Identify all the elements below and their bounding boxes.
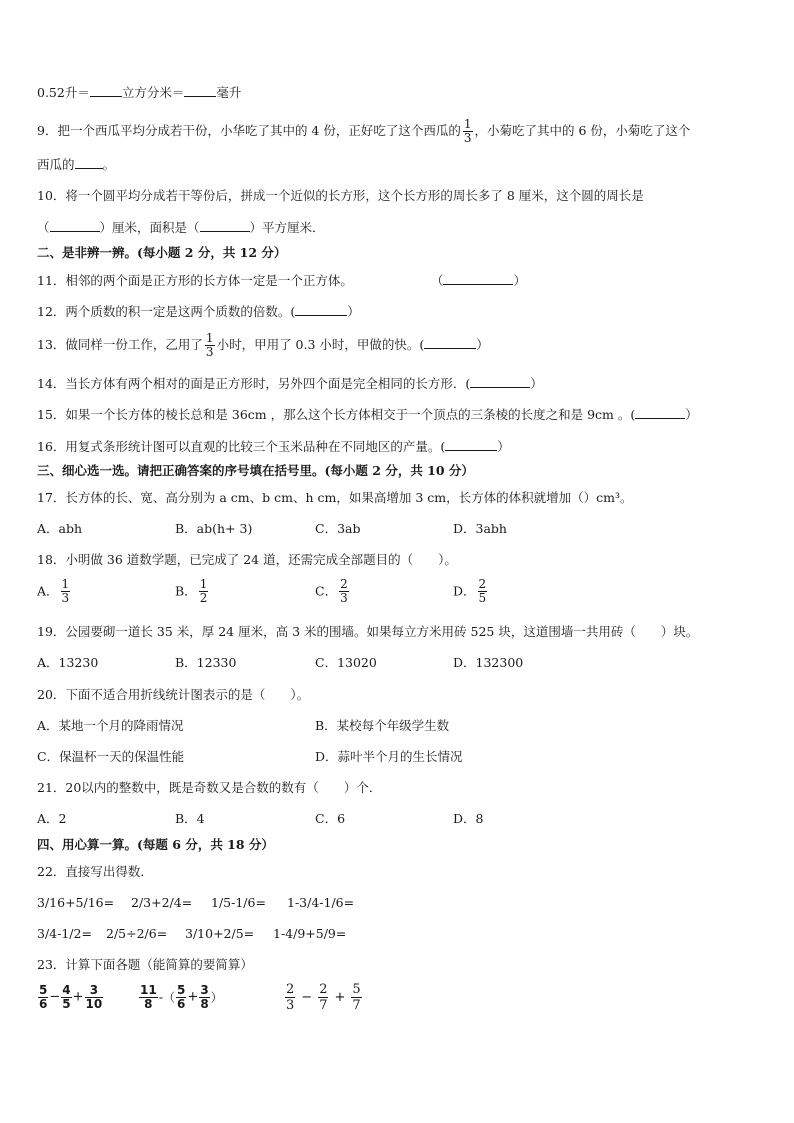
q20-option-b[interactable]: B．某校每个年级学生数: [315, 718, 450, 733]
question-21: 21．20以内的整数中，既是奇数又是合数的数有（ ）个．: [37, 780, 382, 795]
question-22: 22．直接写出得数．: [37, 864, 153, 879]
q8-text-a: 0.52升＝: [37, 85, 90, 100]
question-17: 17．长方体的长、宽、高分别为 a cm、b cm、h cm，如果高增加 3 cm，长方体的体积就增加（）cm³。: [37, 490, 633, 505]
question-9-line-2: [37, 156, 115, 173]
q9-text-c: 西瓜的: [37, 157, 75, 172]
question-10-line-2: （ ）厘米，面积是（ ）平方厘米．: [37, 220, 325, 235]
question-8-tail: [37, 84, 241, 101]
q21-option-b[interactable]: B．4: [175, 811, 205, 826]
q20-option-d[interactable]: D．蒜叶半个月的生长情况: [315, 749, 463, 764]
q18-option-d[interactable]: D． $\frac{2}{5}$: [453, 577, 487, 605]
question-23: 23．计算下面各题（能简算的要简算）: [37, 957, 253, 972]
q13-answer-blank[interactable]: [424, 336, 476, 349]
q20-option-a[interactable]: A．某地一个月的降雨情况: [37, 718, 184, 733]
q16-answer-blank[interactable]: [445, 438, 497, 451]
q9-text-b: ，小菊吃了其中的 6 份，小菊吃了这个: [474, 123, 691, 138]
q22-item-5: 3/4-1/2=: [37, 926, 92, 941]
q18-option-a[interactable]: A． $\frac{1}{3}$: [37, 577, 70, 605]
q19-option-a[interactable]: A．13230: [37, 655, 99, 670]
q19-option-b[interactable]: B．12330: [175, 655, 237, 670]
question-20: 20．下面不适合用折线统计图表示的是（ ）。: [37, 687, 310, 702]
q22-item-2: 2/3+2/4=: [131, 895, 193, 910]
q11-answer-blank[interactable]: [443, 272, 513, 285]
q22-item-3: 1/5-1/6=: [211, 895, 266, 910]
question-11: 11．相邻的两个面是正方形的长方体一定是一个正方体。 （ ）: [37, 273, 526, 288]
q17-option-a[interactable]: A．abh: [37, 521, 83, 536]
q12-answer-blank[interactable]: [295, 303, 347, 316]
q10-blank-1[interactable]: [50, 219, 100, 232]
question-16: 16．用复式条形统计图可以直观的比较三个玉米品种在不同地区的产量。( ）: [37, 439, 510, 454]
q19-option-d[interactable]: D．132300: [453, 655, 524, 670]
question-9-line-1: [37, 118, 690, 145]
section-3-heading: 三、细心选一选。请把正确答案的序号填在括号里。(每小题 2 分，共 10 分）: [37, 463, 474, 478]
q17-option-b[interactable]: B．ab(h+ 3): [175, 521, 253, 536]
q23-expression-3: $\frac{2}{3}$ − $\frac{2}{7}$ + $\frac{5}{7}$: [286, 982, 361, 1013]
section-4-heading: 四、用心算一算。(每题 6 分，共 18 分）: [37, 837, 274, 852]
q23-expression-2: $\frac{11}{8}$ -（ $\frac{5}{6}$ + $\frac{3}{8}$ ）: [140, 983, 223, 1011]
q8-blank-2[interactable]: [184, 84, 216, 97]
q23-expression-1: $\frac{5}{6}$ − $\frac{4}{5}$ + $\frac{3}{10}$: [39, 983, 103, 1011]
q21-option-d[interactable]: D．8: [453, 811, 484, 826]
q17-option-c[interactable]: C．3ab: [315, 521, 361, 536]
question-19: 19．公园要砌一道长 35 米，厚 24 厘米，高 3 米的围墙。如果每立方米用砖 525 块，这道围墙一共用砖（ ）块。: [37, 624, 699, 639]
q17-option-d[interactable]: D．3abh: [453, 521, 507, 536]
q19-option-c[interactable]: C．13020: [315, 655, 377, 670]
section-2-heading: 二、是非辨一辨。(每小题 2 分，共 12 分）: [37, 245, 287, 260]
q14-answer-blank[interactable]: [470, 375, 530, 388]
q10-text-a: 10．将一个圆平均分成若干等份后，拼成一个近似的长方形，这个长方形的周长多了 8 厘米，这个圆的周长是: [37, 188, 644, 203]
q8-text-c: 毫升: [216, 85, 242, 100]
question-14: 14．当长方体有两个相对的面是正方形时，另外四个面是完全相同的长方形．( ）: [37, 376, 543, 391]
q15-answer-blank[interactable]: [635, 406, 685, 419]
q22-item-1: 3/16+5/16=: [37, 895, 115, 910]
q8-blank-1[interactable]: [90, 84, 122, 97]
q22-item-7: 3/10+2/5=: [185, 926, 255, 941]
question-13: 13．做同样一份工作，乙用了 $\frac{1}{3}$ 小时，甲用了 0.3 小时，甲做的快。( ）: [37, 331, 489, 359]
q13-fraction: $\frac{1}{3}$: [205, 331, 214, 359]
q18-option-c[interactable]: C． $\frac{2}{3}$: [315, 577, 348, 605]
q22-item-8: 1-4/9+5/9=: [273, 926, 347, 941]
q8-text-b: 立方分米＝: [121, 85, 185, 100]
q9-fraction: $\frac{1}{3}$: [463, 117, 472, 145]
q21-option-a[interactable]: A．2: [37, 811, 67, 826]
q20-option-c[interactable]: C．保温杯一天的保温性能: [37, 749, 185, 764]
q22-item-4: 1-3/4-1/6=: [287, 895, 355, 910]
q10-blank-2[interactable]: [200, 219, 250, 232]
q9-blank[interactable]: [75, 156, 103, 169]
question-15: 15．如果一个长方体的棱长总和是 36cm ，那么这个长方体相交于一个顶点的三条棱的长度之和是 9cm 。( ）: [37, 407, 698, 422]
question-18: 18．小明做 36 道数学题，已完成了 24 道，还需完成全部题目的（ ）。: [37, 552, 457, 567]
q9-text-d: 。: [102, 157, 116, 172]
question-12: 12．两个质数的积一定是这两个质数的倍数。( ）: [37, 304, 360, 319]
q21-option-c[interactable]: C．6: [315, 811, 346, 826]
q22-item-6: 2/5÷2/6=: [106, 926, 168, 941]
q9-text-a: 9．把一个西瓜平均分成若干份，小华吃了其中的 4 份，正好吃了这个西瓜的: [37, 123, 461, 138]
q18-option-b[interactable]: B． $\frac{1}{2}$: [175, 577, 208, 605]
question-10-line-1: [37, 188, 644, 204]
